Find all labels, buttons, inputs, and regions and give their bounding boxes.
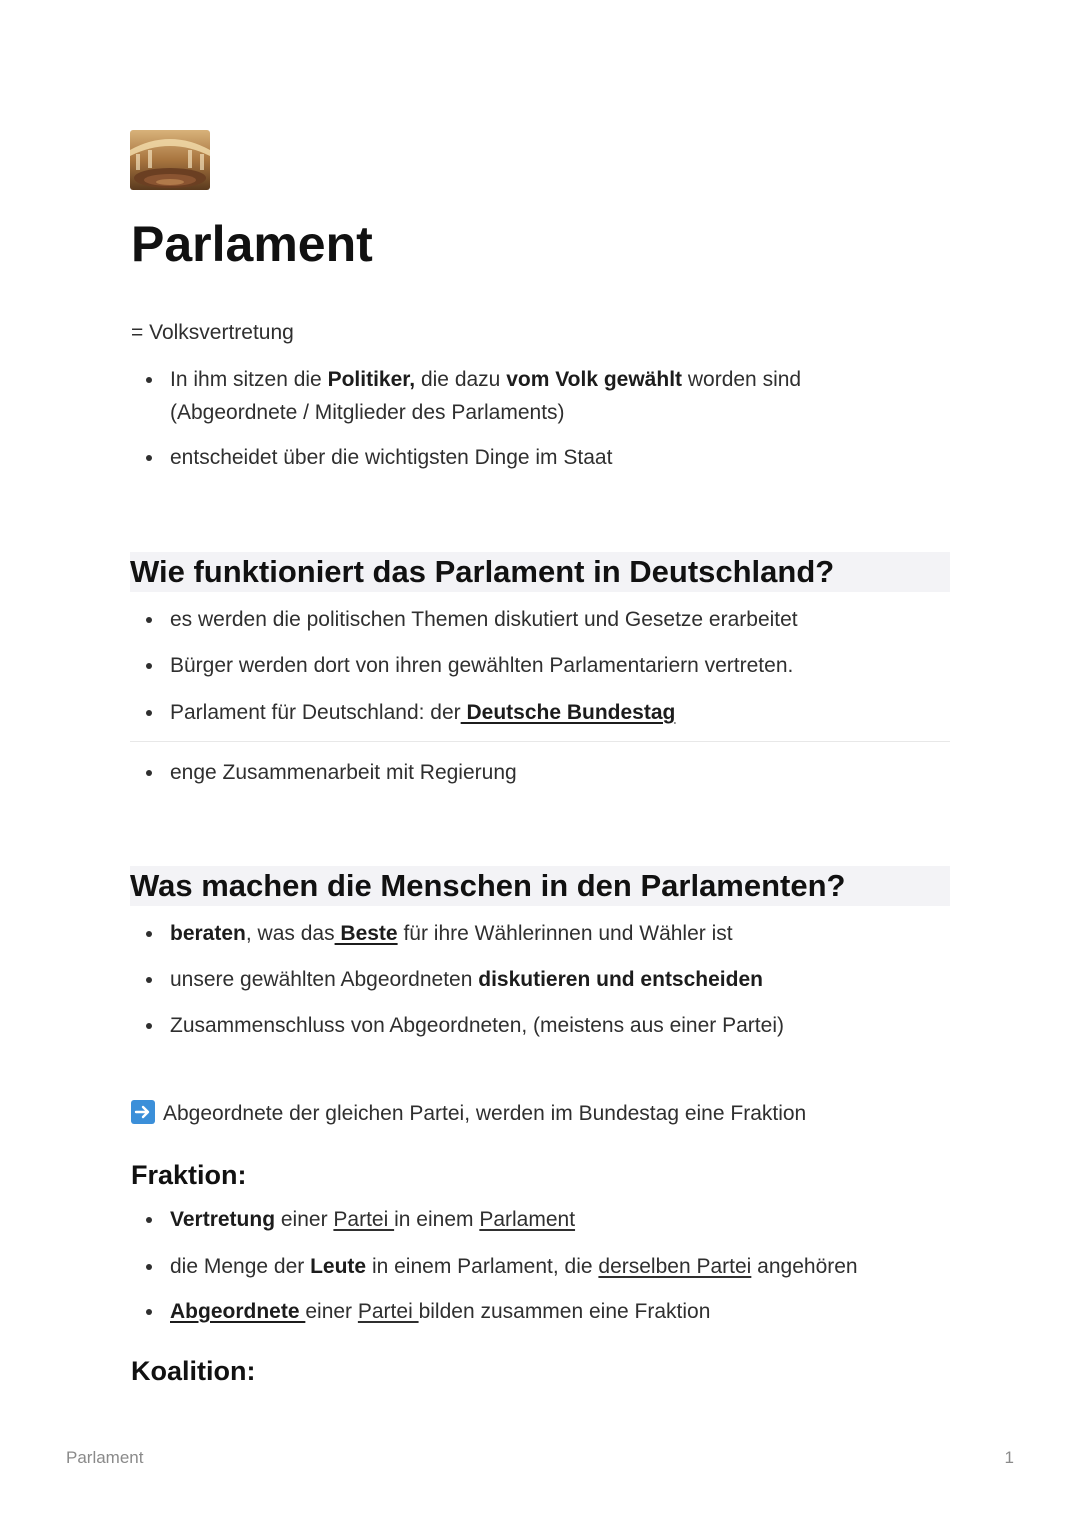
list-item: enge Zusammenarbeit mit Regierung — [170, 756, 910, 789]
list-item: unsere gewählten Abgeordneten diskutieren und entscheiden — [170, 963, 910, 996]
abgeordnete-link[interactable]: Abgeordnete — [170, 1300, 306, 1323]
beste-link[interactable]: Beste — [334, 922, 398, 945]
list-item: Vertretung einer Partei in einem Parlament — [170, 1203, 910, 1236]
fraktion-heading: Fraktion: — [131, 1160, 247, 1190]
list-item: die Menge der Leute in einem Parlament, die derselben Partei angehören — [170, 1250, 910, 1283]
callout-text: Abgeordnete der gleichen Partei, werden im Bundestag eine Fraktion — [163, 1102, 807, 1125]
list-item: es werden die politischen Themen diskutiert und Gesetze erarbeitet — [170, 603, 910, 636]
section-heading-menschen: Was machen die Menschen in den Parlamenten? — [130, 866, 950, 906]
parliament-hall-image — [130, 130, 210, 190]
divider — [130, 741, 950, 742]
list-item: Abgeordnete einer Partei bilden zusammen eine Fraktion — [170, 1295, 910, 1328]
derselben-partei-link[interactable]: derselben Partei — [598, 1255, 752, 1278]
page-number: 1 — [1004, 1448, 1014, 1467]
list-item: Parlament für Deutschland: der Deutsche Bundestag — [170, 696, 910, 729]
list-item: In ihm sitzen die Politiker, die dazu vom Volk gewählt worden sind (Abgeordnete / Mitglieder des Parlaments) — [170, 363, 910, 429]
right-arrow-icon — [131, 1100, 155, 1124]
list-item: Zusammenschluss von Abgeordneten, (meistens aus einer Partei) — [170, 1009, 910, 1042]
partei-link[interactable]: Partei — [333, 1208, 395, 1231]
footer-title: Parlament — [66, 1448, 144, 1467]
intro-text: = Volksvertretung — [131, 321, 294, 344]
list-item: Bürger werden dort von ihren gewählten Parlamentariern vertreten. — [170, 649, 910, 682]
page-title: Parlament — [131, 216, 373, 272]
callout — [131, 1099, 806, 1129]
bundestag-link[interactable]: Deutsche Bundestag — [460, 701, 676, 724]
koalition-heading: Koalition: — [131, 1356, 256, 1386]
section-heading-funktion: Wie funktioniert das Parlament in Deutschland? — [130, 552, 950, 592]
parlament-link[interactable]: Parlament — [479, 1208, 576, 1231]
list-item: entscheidet über die wichtigsten Dinge im Staat — [170, 441, 910, 474]
list-item: beraten, was das Beste für ihre Wählerinnen und Wähler ist — [170, 917, 910, 950]
partei-link[interactable]: Partei — [357, 1300, 419, 1323]
